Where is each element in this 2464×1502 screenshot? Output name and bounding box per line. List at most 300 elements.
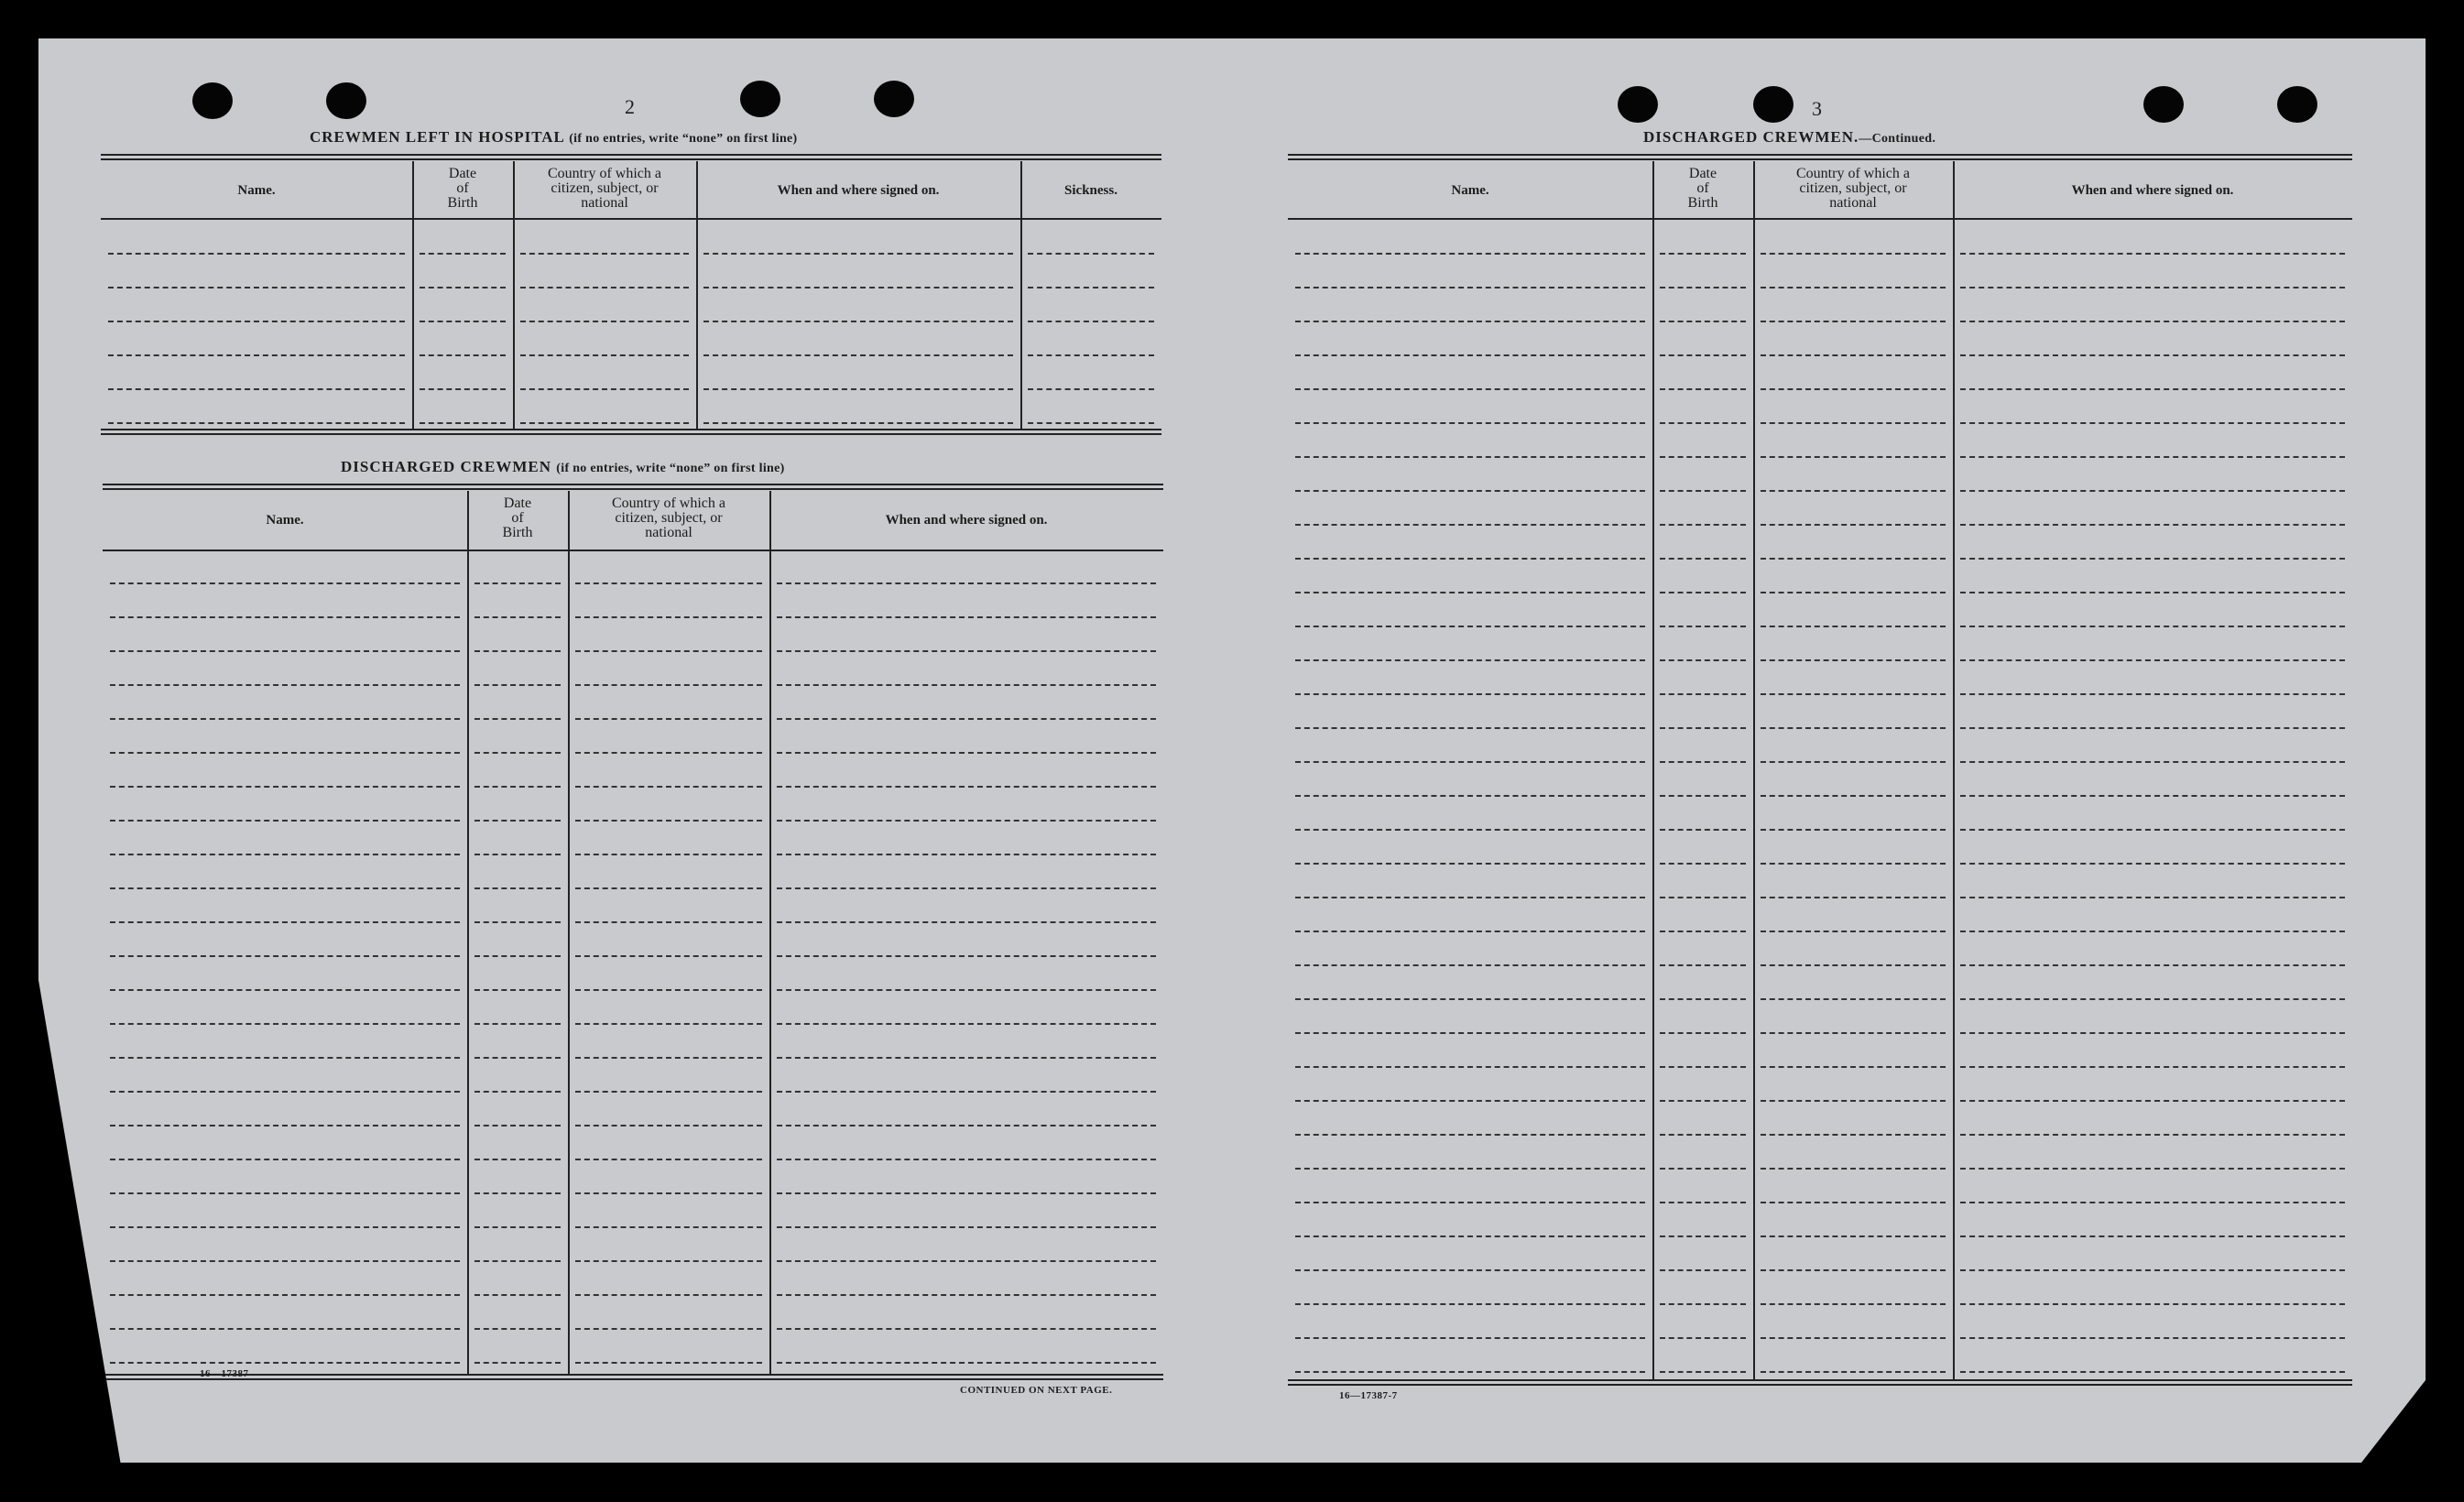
entry-line bbox=[474, 955, 561, 957]
entry-line bbox=[474, 1294, 561, 1296]
entry-line bbox=[777, 820, 1156, 822]
entry-line bbox=[1660, 1134, 1746, 1136]
entry-line bbox=[110, 786, 460, 788]
entry-line bbox=[474, 1091, 561, 1093]
torn-corner bbox=[2361, 1380, 2426, 1463]
entry-line bbox=[575, 955, 762, 957]
entry-line bbox=[1295, 422, 1645, 424]
punch-hole bbox=[2277, 86, 2317, 123]
entry-line bbox=[474, 582, 561, 584]
right-section-title bbox=[1643, 128, 1935, 147]
entry-line bbox=[1660, 1100, 1746, 1102]
punch-hole bbox=[1753, 86, 1793, 123]
entry-line bbox=[1660, 1337, 1746, 1339]
entry-line bbox=[777, 1328, 1156, 1330]
continued-note: CONTINUED ON NEXT PAGE. bbox=[960, 1385, 1113, 1396]
entry-line bbox=[1761, 1303, 1946, 1305]
hospital-section-title bbox=[310, 128, 798, 147]
entry-line bbox=[1660, 897, 1746, 898]
entry-line bbox=[1660, 490, 1746, 492]
entry-line bbox=[1761, 1134, 1946, 1136]
hdr-of: of bbox=[1696, 180, 1709, 196]
entry-line bbox=[1660, 422, 1746, 424]
entry-line bbox=[1960, 1032, 2345, 1034]
entry-line bbox=[1660, 253, 1746, 255]
entry-line bbox=[1660, 1303, 1746, 1305]
entry-line bbox=[1761, 1032, 1946, 1034]
entry-line bbox=[575, 684, 762, 686]
entry-line bbox=[1960, 524, 2345, 526]
entry-line bbox=[1761, 524, 1946, 526]
entry-line bbox=[110, 718, 460, 720]
hdr-date: Date bbox=[1688, 166, 1717, 181]
entry-line bbox=[1761, 1337, 1946, 1339]
entry-line bbox=[1295, 795, 1645, 797]
entry-line bbox=[1028, 354, 1154, 356]
entry-line bbox=[1660, 321, 1746, 322]
hdr-country-3: national bbox=[645, 525, 692, 540]
entry-line bbox=[575, 820, 762, 822]
entry-line bbox=[110, 820, 460, 822]
column-divider bbox=[1953, 161, 1955, 1379]
entry-line bbox=[520, 388, 689, 390]
hospital-title-note: (if no entries, write “none” on first line) bbox=[569, 132, 798, 146]
page-number-left: 2 bbox=[625, 95, 635, 118]
hdr-of: of bbox=[511, 510, 524, 526]
entry-line bbox=[1761, 1269, 1946, 1271]
entry-line bbox=[1960, 1269, 2345, 1271]
entry-line bbox=[777, 1362, 1156, 1364]
column-divider bbox=[1753, 161, 1755, 1379]
entry-line bbox=[1960, 795, 2345, 797]
page-number-right: 3 bbox=[1812, 97, 1822, 120]
entry-line bbox=[474, 820, 561, 822]
entry-line bbox=[420, 287, 506, 288]
entry-line bbox=[1660, 1032, 1746, 1034]
entry-line bbox=[474, 684, 561, 686]
entry-line bbox=[1960, 659, 2345, 661]
entry-line bbox=[474, 1226, 561, 1228]
entry-line bbox=[777, 1226, 1156, 1228]
entry-line bbox=[520, 287, 689, 288]
entry-line bbox=[1960, 1066, 2345, 1068]
entry-line bbox=[1660, 456, 1746, 458]
entry-line bbox=[777, 684, 1156, 686]
entry-line bbox=[575, 1192, 762, 1194]
punch-hole bbox=[740, 81, 780, 117]
entry-line bbox=[777, 955, 1156, 957]
hospital-title-text: CREWMEN LEFT IN HOSPITAL bbox=[310, 128, 564, 146]
table-bottom-rule bbox=[1288, 1379, 2352, 1381]
entry-line bbox=[108, 253, 405, 255]
entry-line bbox=[777, 1294, 1156, 1296]
column-divider bbox=[412, 161, 414, 429]
right-top-rule bbox=[1288, 154, 2352, 156]
entry-line bbox=[474, 989, 561, 991]
entry-line bbox=[420, 354, 506, 356]
entry-line bbox=[108, 321, 405, 322]
right-top-rule bbox=[1288, 158, 2352, 160]
right-col-dob bbox=[1652, 167, 1753, 211]
entry-line bbox=[1960, 931, 2345, 932]
punch-hole bbox=[2143, 86, 2184, 123]
entry-line bbox=[575, 854, 762, 855]
entry-line bbox=[1960, 558, 2345, 560]
entry-line bbox=[1660, 1269, 1746, 1271]
entry-line bbox=[777, 1091, 1156, 1093]
entry-line bbox=[1960, 727, 2345, 729]
entry-line bbox=[1295, 998, 1645, 1000]
entry-line bbox=[1660, 1066, 1746, 1068]
entry-line bbox=[110, 1091, 460, 1093]
entry-line bbox=[1660, 795, 1746, 797]
entry-line bbox=[575, 616, 762, 618]
table-bottom-rule bbox=[1288, 1384, 2352, 1386]
entry-line bbox=[420, 422, 506, 424]
right-col-name: Name. bbox=[1451, 183, 1489, 198]
right-title-text: DISCHARGED CREWMEN. bbox=[1643, 128, 1859, 146]
entry-line bbox=[1761, 626, 1946, 627]
table-bottom-rule bbox=[103, 1374, 1163, 1376]
entry-line bbox=[575, 1159, 762, 1160]
entry-line bbox=[474, 752, 561, 754]
entry-line bbox=[1761, 456, 1946, 458]
entry-line bbox=[1660, 727, 1746, 729]
entry-line bbox=[1960, 863, 2345, 865]
entry-line bbox=[777, 989, 1156, 991]
entry-line bbox=[1295, 1303, 1645, 1305]
punch-hole bbox=[1618, 86, 1658, 123]
column-divider bbox=[467, 491, 469, 1374]
entry-line bbox=[110, 616, 460, 618]
entry-line bbox=[110, 1226, 460, 1228]
column-divider bbox=[769, 491, 771, 1374]
entry-line bbox=[575, 887, 762, 889]
entry-line bbox=[1761, 558, 1946, 560]
hospital-col-name: Name. bbox=[237, 183, 276, 198]
entry-line bbox=[1660, 388, 1746, 390]
entry-line bbox=[703, 422, 1013, 424]
entry-line bbox=[777, 921, 1156, 923]
entry-line bbox=[1660, 1168, 1746, 1170]
entry-line bbox=[1660, 931, 1746, 932]
entry-line bbox=[420, 253, 506, 255]
entry-line bbox=[575, 921, 762, 923]
entry-line bbox=[1028, 388, 1154, 390]
form-number-left: 16—17387 bbox=[200, 1368, 249, 1379]
entry-line bbox=[110, 989, 460, 991]
punch-hole bbox=[326, 82, 366, 119]
entry-line bbox=[1960, 1168, 2345, 1170]
entry-line bbox=[1295, 1134, 1645, 1136]
hdr-country-2: citizen, subject, or bbox=[1799, 180, 1907, 196]
entry-line bbox=[110, 1362, 460, 1364]
entry-line bbox=[777, 887, 1156, 889]
entry-line bbox=[1660, 287, 1746, 288]
entry-line bbox=[1295, 897, 1645, 898]
entry-line bbox=[520, 321, 689, 322]
entry-line bbox=[1960, 253, 2345, 255]
entry-line bbox=[575, 1226, 762, 1228]
table-bottom-rule bbox=[101, 429, 1161, 430]
entry-line bbox=[1960, 1202, 2345, 1203]
entry-line bbox=[1660, 1202, 1746, 1203]
discharged-col-country bbox=[568, 496, 769, 540]
folded-corner bbox=[38, 980, 121, 1465]
header-bottom-rule bbox=[101, 218, 1161, 220]
entry-line bbox=[1761, 1202, 1946, 1203]
entry-line bbox=[110, 887, 460, 889]
entry-line bbox=[1295, 456, 1645, 458]
entry-line bbox=[1660, 693, 1746, 695]
discharged-title-note: (if no entries, write “none” on first line) bbox=[556, 462, 785, 475]
hdr-birth: Birth bbox=[502, 525, 533, 540]
entry-line bbox=[1295, 626, 1645, 627]
entry-line bbox=[420, 321, 506, 322]
entry-line bbox=[1660, 998, 1746, 1000]
entry-line bbox=[1660, 592, 1746, 593]
entry-line bbox=[575, 1091, 762, 1093]
entry-line bbox=[474, 718, 561, 720]
entry-line bbox=[1761, 659, 1946, 661]
entry-line bbox=[1761, 693, 1946, 695]
entry-line bbox=[1295, 524, 1645, 526]
entry-line bbox=[110, 1125, 460, 1126]
entry-line bbox=[777, 718, 1156, 720]
entry-line bbox=[1295, 1066, 1645, 1068]
entry-line bbox=[1295, 558, 1645, 560]
discharged-col-dob bbox=[467, 496, 568, 540]
entry-line bbox=[108, 287, 405, 288]
entry-line bbox=[1960, 321, 2345, 322]
entry-line bbox=[703, 354, 1013, 356]
hdr-of: of bbox=[456, 180, 469, 196]
right-title-note: —Continued. bbox=[1859, 132, 1936, 146]
entry-line bbox=[474, 786, 561, 788]
hdr-country-2: citizen, subject, or bbox=[615, 510, 723, 526]
hdr-country-1: Country of which a bbox=[612, 495, 725, 511]
table-bottom-rule bbox=[103, 1378, 1163, 1380]
entry-line bbox=[110, 1328, 460, 1330]
hdr-birth: Birth bbox=[447, 195, 478, 211]
entry-line bbox=[1028, 321, 1154, 322]
entry-line bbox=[1295, 253, 1645, 255]
right-col-signed: When and where signed on. bbox=[2071, 183, 2234, 198]
entry-line bbox=[575, 1260, 762, 1262]
entry-line bbox=[1660, 524, 1746, 526]
column-divider bbox=[513, 161, 515, 429]
entry-line bbox=[703, 287, 1013, 288]
entry-line bbox=[110, 854, 460, 855]
entry-line bbox=[1960, 354, 2345, 356]
entry-line bbox=[1295, 964, 1645, 966]
entry-line bbox=[1028, 253, 1154, 255]
entry-line bbox=[474, 854, 561, 855]
column-divider bbox=[1020, 161, 1022, 429]
entry-line bbox=[108, 422, 405, 424]
header-bottom-rule bbox=[103, 550, 1163, 551]
entry-line bbox=[1660, 354, 1746, 356]
entry-line bbox=[1960, 693, 2345, 695]
entry-line bbox=[1295, 863, 1645, 865]
entry-line bbox=[1660, 659, 1746, 661]
hdr-country-3: national bbox=[581, 195, 628, 211]
entry-line bbox=[1295, 829, 1645, 831]
entry-line bbox=[520, 422, 689, 424]
entry-line bbox=[110, 1023, 460, 1025]
entry-line bbox=[1960, 761, 2345, 763]
entry-line bbox=[1960, 897, 2345, 898]
entry-line bbox=[1960, 1134, 2345, 1136]
entry-line bbox=[474, 650, 561, 652]
entry-line bbox=[1960, 456, 2345, 458]
entry-line bbox=[1295, 287, 1645, 288]
entry-line bbox=[1295, 592, 1645, 593]
entry-line bbox=[1295, 388, 1645, 390]
entry-line bbox=[110, 582, 460, 584]
entry-line bbox=[703, 388, 1013, 390]
column-divider bbox=[696, 161, 698, 429]
entry-line bbox=[110, 1260, 460, 1262]
entry-line bbox=[1960, 287, 2345, 288]
entry-line bbox=[1028, 422, 1154, 424]
entry-line bbox=[108, 354, 405, 356]
column-divider bbox=[1652, 161, 1654, 1379]
entry-line bbox=[1761, 1168, 1946, 1170]
hospital-top-rule bbox=[101, 158, 1161, 160]
entry-line bbox=[1295, 1235, 1645, 1237]
entry-line bbox=[777, 1023, 1156, 1025]
hdr-country-1: Country of which a bbox=[548, 166, 661, 181]
entry-line bbox=[575, 1057, 762, 1059]
entry-line bbox=[1761, 592, 1946, 593]
hdr-country-1: Country of which a bbox=[1796, 166, 1910, 181]
entry-line bbox=[777, 582, 1156, 584]
entry-line bbox=[1761, 761, 1946, 763]
entry-line bbox=[1660, 558, 1746, 560]
entry-line bbox=[110, 1057, 460, 1059]
entry-line bbox=[575, 989, 762, 991]
entry-line bbox=[1960, 388, 2345, 390]
entry-line bbox=[777, 650, 1156, 652]
header-bottom-rule bbox=[1288, 218, 2352, 220]
entry-line bbox=[110, 1192, 460, 1194]
right-col-country bbox=[1753, 167, 1953, 211]
entry-line bbox=[1761, 795, 1946, 797]
entry-line bbox=[777, 854, 1156, 855]
entry-line bbox=[1761, 422, 1946, 424]
entry-line bbox=[703, 321, 1013, 322]
discharged-section-title bbox=[341, 458, 785, 476]
entry-line bbox=[1660, 1235, 1746, 1237]
discharged-title-text: DISCHARGED CREWMEN bbox=[341, 458, 552, 475]
entry-line bbox=[474, 1159, 561, 1160]
entry-line bbox=[474, 1192, 561, 1194]
entry-line bbox=[1960, 1371, 2345, 1373]
entry-line bbox=[575, 1362, 762, 1364]
entry-line bbox=[474, 921, 561, 923]
entry-line bbox=[575, 752, 762, 754]
entry-line bbox=[1761, 863, 1946, 865]
entry-line bbox=[474, 1362, 561, 1364]
entry-line bbox=[108, 388, 405, 390]
entry-line bbox=[1295, 321, 1645, 322]
entry-line bbox=[1761, 964, 1946, 966]
entry-line bbox=[110, 1159, 460, 1160]
entry-line bbox=[1660, 964, 1746, 966]
entry-line bbox=[1960, 964, 2345, 966]
entry-line bbox=[575, 718, 762, 720]
entry-line bbox=[1660, 863, 1746, 865]
entry-line bbox=[1295, 931, 1645, 932]
entry-line bbox=[420, 388, 506, 390]
entry-line bbox=[474, 1125, 561, 1126]
entry-line bbox=[1295, 1337, 1645, 1339]
entry-line bbox=[110, 1294, 460, 1296]
entry-line bbox=[110, 752, 460, 754]
entry-line bbox=[1761, 1100, 1946, 1102]
entry-line bbox=[1761, 388, 1946, 390]
entry-line bbox=[575, 650, 762, 652]
entry-line bbox=[1295, 1032, 1645, 1034]
entry-line bbox=[1295, 354, 1645, 356]
entry-line bbox=[1960, 1100, 2345, 1102]
entry-line bbox=[1028, 287, 1154, 288]
entry-line bbox=[1761, 931, 1946, 932]
hdr-country-2: citizen, subject, or bbox=[551, 180, 659, 196]
entry-line bbox=[1295, 659, 1645, 661]
entry-line bbox=[1295, 1202, 1645, 1203]
entry-line bbox=[1761, 1066, 1946, 1068]
entry-line bbox=[474, 1057, 561, 1059]
hdr-country-3: national bbox=[1829, 195, 1877, 211]
entry-line bbox=[1761, 287, 1946, 288]
entry-line bbox=[703, 253, 1013, 255]
entry-line bbox=[575, 1125, 762, 1126]
hdr-birth: Birth bbox=[1687, 195, 1718, 211]
hospital-col-dob bbox=[412, 167, 513, 211]
entry-line bbox=[1761, 321, 1946, 322]
entry-line bbox=[1761, 829, 1946, 831]
entry-line bbox=[1295, 1269, 1645, 1271]
entry-line bbox=[1761, 1235, 1946, 1237]
entry-line bbox=[1960, 1235, 2345, 1237]
entry-line bbox=[575, 1023, 762, 1025]
entry-line bbox=[777, 786, 1156, 788]
entry-line bbox=[1761, 490, 1946, 492]
entry-line bbox=[1761, 727, 1946, 729]
entry-line bbox=[474, 1260, 561, 1262]
hdr-date: Date bbox=[448, 166, 477, 181]
entry-line bbox=[1660, 761, 1746, 763]
entry-line bbox=[1960, 592, 2345, 593]
entry-line bbox=[777, 1125, 1156, 1126]
entry-line bbox=[1960, 829, 2345, 831]
entry-line bbox=[1960, 490, 2345, 492]
column-divider bbox=[568, 491, 570, 1374]
discharged-top-rule bbox=[103, 488, 1163, 490]
entry-line bbox=[1761, 253, 1946, 255]
entry-line bbox=[110, 684, 460, 686]
hospital-col-sickness: Sickness. bbox=[1064, 183, 1118, 198]
entry-line bbox=[1295, 727, 1645, 729]
entry-line bbox=[474, 1023, 561, 1025]
entry-line bbox=[1960, 998, 2345, 1000]
entry-line bbox=[777, 616, 1156, 618]
hdr-date: Date bbox=[503, 495, 532, 511]
entry-line bbox=[777, 1159, 1156, 1160]
entry-line bbox=[1660, 829, 1746, 831]
